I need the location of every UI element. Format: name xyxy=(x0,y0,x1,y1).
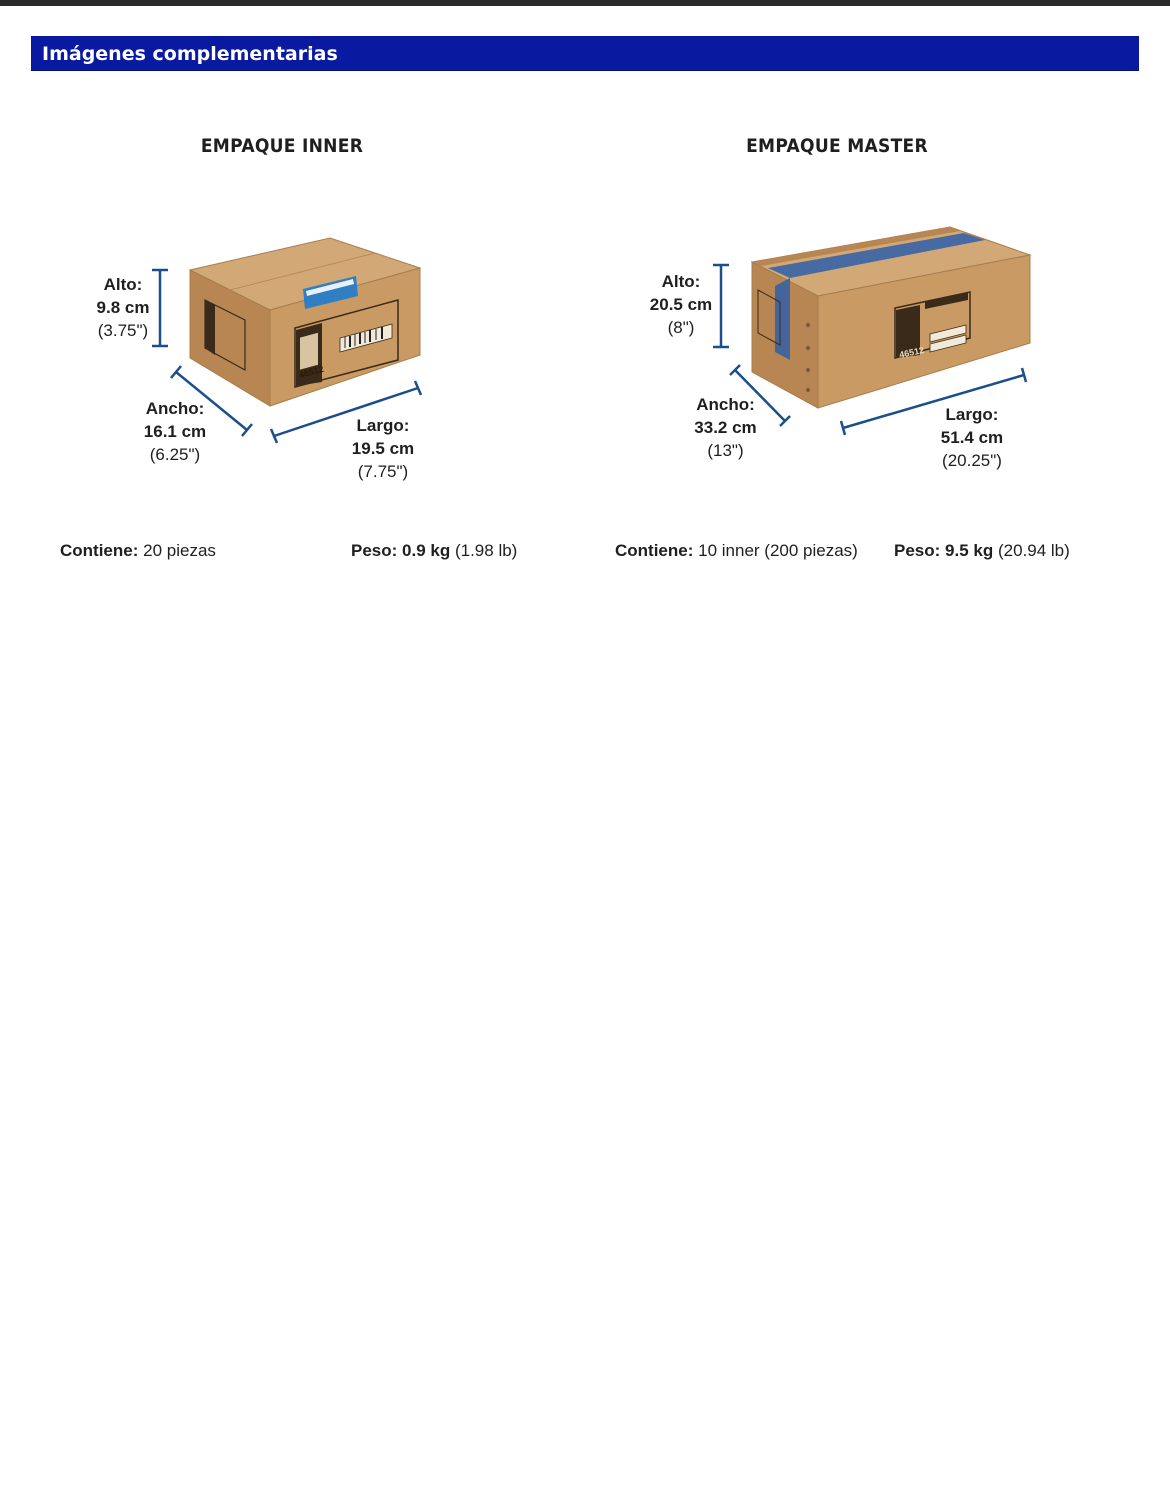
master-peso-label: Peso: xyxy=(894,541,941,560)
master-package-title: EMPAQUE MASTER xyxy=(746,135,928,157)
section-title: Imágenes complementarias xyxy=(42,43,338,65)
inner-largo-metric: 19.5 cm xyxy=(351,439,415,458)
master-alto-title: Alto: xyxy=(661,272,701,291)
inner-alto-label xyxy=(83,273,163,342)
master-peso xyxy=(894,541,1070,561)
master-peso-imperial: (20.94 lb) xyxy=(997,541,1070,560)
master-largo-imperial: (20.25") xyxy=(942,451,1002,470)
inner-alto-metric: 9.8 cm xyxy=(96,298,150,317)
inner-box-code: 46512 xyxy=(297,363,325,380)
inner-largo-title: Largo: xyxy=(356,416,410,435)
inner-package-title: EMPAQUE INNER xyxy=(200,135,364,157)
inner-ancho-label xyxy=(135,397,215,466)
inner-alto-imperial: (3.75") xyxy=(97,321,149,340)
inner-contiene-label: Contiene: xyxy=(60,541,139,560)
inner-ancho-imperial: (6.25") xyxy=(149,445,201,464)
inner-ancho-metric: 16.1 cm xyxy=(143,422,207,441)
master-ancho-label xyxy=(683,393,768,462)
master-contiene xyxy=(615,541,858,561)
master-alto-label xyxy=(640,270,722,339)
master-largo-metric: 51.4 cm xyxy=(940,428,1004,447)
inner-peso xyxy=(351,541,517,561)
inner-largo-imperial: (7.75") xyxy=(357,462,409,481)
master-largo-label xyxy=(927,403,1017,472)
inner-peso-metric: 0.9 kg xyxy=(402,541,451,560)
inner-peso-label: Peso: xyxy=(351,541,398,560)
master-contiene-value: 10 inner (200 piezas) xyxy=(698,541,858,560)
master-alto-imperial: (8") xyxy=(667,318,695,337)
inner-contiene-value: 20 piezas xyxy=(143,541,216,560)
master-box-code: 46512 xyxy=(898,344,925,360)
master-box-image xyxy=(752,227,1030,408)
inner-contiene xyxy=(60,541,216,561)
inner-peso-imperial: (1.98 lb) xyxy=(454,541,518,560)
inner-ancho-title: Ancho: xyxy=(145,399,205,418)
inner-box-image xyxy=(190,238,420,406)
master-ancho-metric: 33.2 cm xyxy=(694,418,757,437)
master-ancho-title: Ancho: xyxy=(696,395,755,414)
master-ancho-imperial: (13") xyxy=(707,441,744,460)
master-contiene-label: Contiene: xyxy=(615,541,694,560)
inner-largo-label xyxy=(343,414,423,483)
inner-alto-title: Alto: xyxy=(103,275,143,294)
master-alto-metric: 20.5 cm xyxy=(649,295,713,314)
master-largo-title: Largo: xyxy=(945,405,999,424)
master-peso-metric: 9.5 kg xyxy=(945,541,994,560)
